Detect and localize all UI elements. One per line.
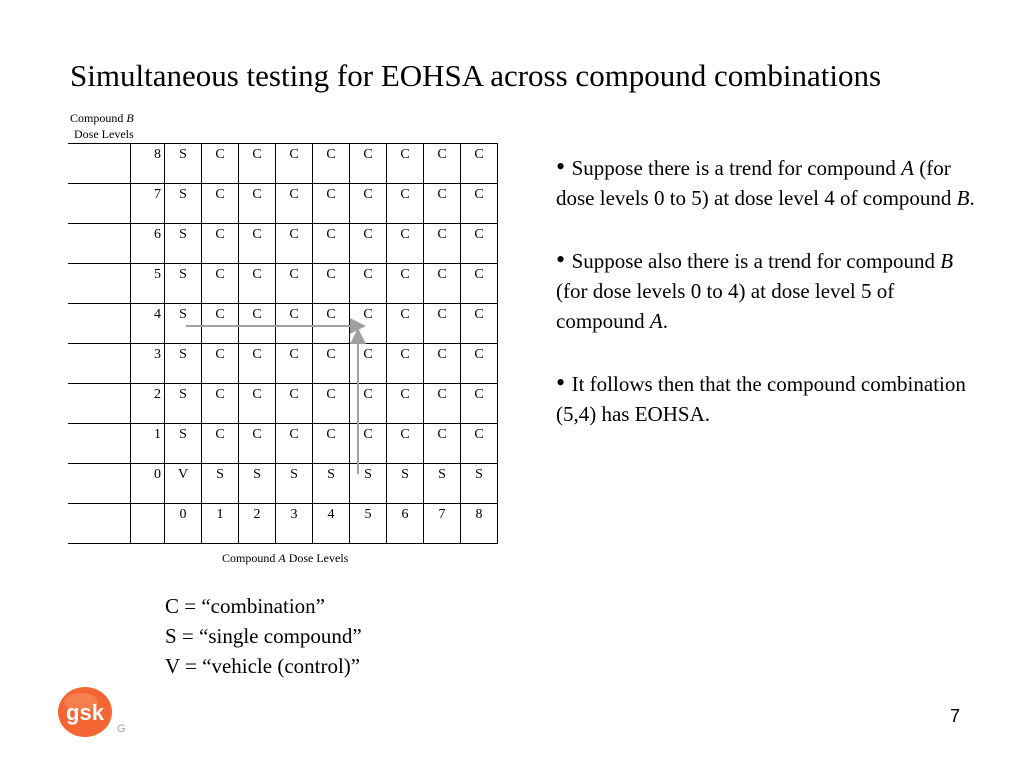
bullet-dot-icon: • xyxy=(556,368,572,397)
grid-cell-text: C xyxy=(363,347,373,362)
dose-a-level-text: 6 xyxy=(401,507,409,522)
grid-row-x-levels xyxy=(68,504,498,544)
grid-cell xyxy=(313,264,350,304)
grid-cell-text: C xyxy=(252,187,262,202)
grid-cell xyxy=(313,144,350,184)
dose-b-level xyxy=(131,464,165,504)
grid-cell xyxy=(387,184,424,224)
grid-blank-cell xyxy=(68,344,131,384)
grid-blank-cell xyxy=(68,384,131,424)
grid-cell xyxy=(239,384,276,424)
grid-cell xyxy=(350,384,387,424)
dose-a-level-text: 3 xyxy=(290,507,298,522)
grid-cell-text: C xyxy=(252,347,262,362)
legend-single-compound: S = “single compound” xyxy=(165,624,362,648)
grid-cell xyxy=(387,264,424,304)
grid-cell-text: C xyxy=(437,147,447,162)
grid-cell xyxy=(313,344,350,384)
grid-blank-cell xyxy=(68,504,131,544)
grid-cell xyxy=(350,184,387,224)
grid-cell xyxy=(350,464,387,504)
grid-cell xyxy=(165,344,202,384)
grid-cell-text: C xyxy=(437,387,447,402)
grid-cell-text: C xyxy=(474,347,484,362)
legend-combination: C = “combination” xyxy=(165,594,325,618)
grid-cell-text: C xyxy=(289,427,299,442)
grid-cell-text: S xyxy=(401,467,409,482)
dose-b-level-text: 4 xyxy=(154,307,161,322)
bullet-text: (for dose levels 0 to 4) at dose level 5 of compound xyxy=(556,279,895,333)
bullet-item xyxy=(556,368,976,429)
grid-cell-text: C xyxy=(215,227,225,242)
grid-cell-text: C xyxy=(400,187,410,202)
grid-cell xyxy=(276,264,313,304)
grid-cell xyxy=(276,344,313,384)
dose-a-level xyxy=(239,504,276,544)
dose-a-level xyxy=(350,504,387,544)
grid-cell-text: C xyxy=(252,307,262,322)
grid-cell xyxy=(461,424,498,464)
grid-cell xyxy=(313,224,350,264)
dose-b-level xyxy=(131,304,165,344)
grid-cell xyxy=(387,344,424,384)
bullet-text: Suppose also there is a trend for compound xyxy=(571,249,941,273)
grid-cell xyxy=(165,424,202,464)
grid-cell-text: C xyxy=(437,307,447,322)
grid-cell-text: S xyxy=(438,467,446,482)
grid-cell xyxy=(202,464,239,504)
grid-cell-text: C xyxy=(215,387,225,402)
bullet-text: It follows then that the compound combination (5,4) has EOHSA. xyxy=(556,372,966,426)
grid-cell xyxy=(350,424,387,464)
grid-cell-text: C xyxy=(326,387,336,402)
grid-blank-cell xyxy=(68,464,131,504)
grid-cell-text: S xyxy=(364,467,372,482)
axis-a-label xyxy=(222,551,348,566)
bullet-item xyxy=(556,152,976,213)
grid-cell xyxy=(313,464,350,504)
grid-cell xyxy=(165,144,202,184)
dose-b-level-text: 1 xyxy=(154,427,161,442)
bullet-list xyxy=(556,152,976,461)
grid-cell xyxy=(165,224,202,264)
dose-a-level xyxy=(424,504,461,544)
gsk-logo-g-mark: G xyxy=(117,723,126,735)
page-number: 7 xyxy=(950,706,961,726)
grid-cell-text: C xyxy=(474,147,484,162)
grid-cell-text: C xyxy=(215,187,225,202)
grid-cell xyxy=(239,424,276,464)
grid-cell xyxy=(461,184,498,224)
grid-cell-text: C xyxy=(474,187,484,202)
dose-a-level-text: 0 xyxy=(179,507,187,522)
grid-cell-text: C xyxy=(326,267,336,282)
grid-cell xyxy=(202,344,239,384)
grid-cell-text: S xyxy=(179,267,187,282)
grid-cell xyxy=(313,384,350,424)
grid-cell xyxy=(202,384,239,424)
grid-cell-text: C xyxy=(474,387,484,402)
grid-cell-text: C xyxy=(289,347,299,362)
dose-a-level xyxy=(165,504,202,544)
grid-cell-text: C xyxy=(400,147,410,162)
grid-cell-text: C xyxy=(289,227,299,242)
dose-b-level-text: 2 xyxy=(154,387,161,402)
dose-a-level-text: 7 xyxy=(438,507,446,522)
grid-cell xyxy=(424,344,461,384)
grid-cell-text: S xyxy=(179,387,187,402)
grid-cell-text: C xyxy=(215,427,225,442)
grid-cell-text: C xyxy=(326,427,336,442)
grid-cell xyxy=(239,464,276,504)
grid-cell-text: C xyxy=(215,147,225,162)
grid-row xyxy=(68,184,498,224)
grid-cell xyxy=(202,224,239,264)
grid-cell xyxy=(424,184,461,224)
grid-cell xyxy=(202,144,239,184)
grid-cell-text: C xyxy=(363,427,373,442)
dose-b-level-text: 8 xyxy=(154,147,161,162)
legend xyxy=(165,591,362,681)
grid-cell-text: C xyxy=(474,427,484,442)
dose-a-level xyxy=(276,504,313,544)
grid-cell xyxy=(461,264,498,304)
legend-vehicle: V = “vehicle (control)” xyxy=(165,654,361,678)
dose-a-level-text: 2 xyxy=(253,507,261,522)
grid-cell-text: C xyxy=(252,267,262,282)
grid-cell-text: C xyxy=(363,307,373,322)
grid-cell xyxy=(424,144,461,184)
grid-cell xyxy=(387,144,424,184)
grid-cell-text: S xyxy=(179,347,187,362)
grid-cell xyxy=(387,224,424,264)
axis-b-label-suffix: Dose Levels xyxy=(74,127,134,141)
grid-cell xyxy=(202,424,239,464)
grid-cell xyxy=(239,344,276,384)
gsk-logo xyxy=(55,684,135,747)
grid-row xyxy=(68,144,498,184)
grid-cell-text: S xyxy=(327,467,335,482)
grid-row xyxy=(68,304,498,344)
grid-row xyxy=(68,224,498,264)
dose-a-level-text: 5 xyxy=(364,507,372,522)
bullet-text: (for dose levels 0 to 5) at dose level 4 of compound xyxy=(556,156,957,210)
grid-row xyxy=(68,344,498,384)
dose-a-level-text: 1 xyxy=(216,507,224,522)
grid-cell xyxy=(239,304,276,344)
grid-cell xyxy=(424,224,461,264)
grid-cell-text: C xyxy=(400,267,410,282)
grid-cell-text: C xyxy=(474,227,484,242)
bullet-item xyxy=(556,245,976,336)
dose-a-level xyxy=(461,504,498,544)
grid-cell-text: C xyxy=(363,227,373,242)
grid-cell-text: C xyxy=(474,267,484,282)
grid-cell-text: S xyxy=(179,307,187,322)
bullet-italic-text: B xyxy=(940,249,954,273)
grid-cell xyxy=(202,264,239,304)
grid-cell-text: S xyxy=(253,467,261,482)
grid-blank-cell xyxy=(68,144,131,184)
grid-row xyxy=(68,424,498,464)
bullet-text: Suppose there is a trend for compound xyxy=(571,156,902,180)
grid-cell-text: C xyxy=(252,427,262,442)
grid-cell xyxy=(202,184,239,224)
grid-cell-text: C xyxy=(326,227,336,242)
grid-row xyxy=(68,264,498,304)
grid-cell-text: C xyxy=(215,267,225,282)
grid-cell-text: C xyxy=(400,347,410,362)
grid-cell xyxy=(350,224,387,264)
dose-a-level xyxy=(313,504,350,544)
axis-b-label xyxy=(70,110,160,142)
dose-a-level-text: 4 xyxy=(327,507,335,522)
grid-cell-text: S xyxy=(475,467,483,482)
grid-cell xyxy=(313,184,350,224)
grid-cell-text: C xyxy=(326,307,336,322)
grid-cell xyxy=(387,384,424,424)
grid-cell-text: C xyxy=(363,387,373,402)
dose-a-level xyxy=(387,504,424,544)
axis-a-label-suffix: Dose Levels xyxy=(285,551,349,565)
axis-b-label-prefix: Compound xyxy=(70,111,127,125)
dose-b-level-text: 7 xyxy=(154,187,161,202)
grid-cell-text: C xyxy=(474,307,484,322)
grid-cell-text: C xyxy=(400,427,410,442)
grid-cell-text: C xyxy=(289,147,299,162)
grid-cell xyxy=(165,384,202,424)
grid-cell-text: C xyxy=(326,147,336,162)
grid-cell xyxy=(276,464,313,504)
grid-cell xyxy=(313,304,350,344)
bullet-dot-icon: • xyxy=(556,245,572,274)
grid-cell xyxy=(461,464,498,504)
grid-cell xyxy=(239,184,276,224)
axis-a-label-prefix: Compound xyxy=(222,551,279,565)
grid-cell-text: C xyxy=(215,307,225,322)
bullet-italic-text: A xyxy=(649,309,663,333)
dose-b-level xyxy=(131,184,165,224)
grid-cell xyxy=(276,184,313,224)
grid-cell-text: C xyxy=(289,267,299,282)
grid-cell xyxy=(461,224,498,264)
grid-cell xyxy=(387,464,424,504)
gsk-logo-text: gsk xyxy=(66,700,104,725)
grid-cell xyxy=(424,384,461,424)
grid-cell xyxy=(461,144,498,184)
grid-cell xyxy=(350,264,387,304)
grid-blank-cell xyxy=(68,184,131,224)
grid-cell xyxy=(239,144,276,184)
grid-row xyxy=(68,464,498,504)
bullet-text: . xyxy=(969,186,975,210)
grid-cell-text: C xyxy=(326,187,336,202)
grid-cell-text: C xyxy=(252,387,262,402)
grid-blank-cell xyxy=(68,264,131,304)
grid-cell-text: C xyxy=(326,347,336,362)
dose-b-level xyxy=(131,384,165,424)
dose-b-level-text: 3 xyxy=(154,347,161,362)
grid-cell-text: C xyxy=(363,187,373,202)
dose-grid-table xyxy=(68,143,498,544)
grid-cell xyxy=(350,344,387,384)
grid-cell-text: V xyxy=(177,467,189,482)
grid-cell xyxy=(165,264,202,304)
grid-cell xyxy=(165,304,202,344)
grid-blank-cell xyxy=(68,424,131,464)
grid-cell-text: C xyxy=(215,347,225,362)
grid-cell-text: C xyxy=(363,147,373,162)
grid-cell xyxy=(461,344,498,384)
grid-cell-text: C xyxy=(289,187,299,202)
grid-cell-text: C xyxy=(252,227,262,242)
grid-cell-text: S xyxy=(179,147,187,162)
grid-cell xyxy=(276,144,313,184)
grid-cell xyxy=(313,424,350,464)
grid-cell xyxy=(461,384,498,424)
grid-blank-cell xyxy=(68,224,131,264)
dose-b-level-text: 6 xyxy=(154,227,161,242)
dose-a-level-text: 8 xyxy=(475,507,483,522)
dose-b-level-text: 5 xyxy=(154,267,161,282)
grid-cell-text: S xyxy=(216,467,224,482)
grid-cell-text: C xyxy=(400,307,410,322)
grid-cell xyxy=(424,464,461,504)
grid-cell xyxy=(276,304,313,344)
bullet-text: . xyxy=(662,309,668,333)
grid-cell xyxy=(424,264,461,304)
grid-cell-text: C xyxy=(252,147,262,162)
grid-cell-text: C xyxy=(437,347,447,362)
grid-cell xyxy=(165,464,202,504)
slide-title: Simultaneous testing for EOHSA across compound combinations xyxy=(70,58,882,93)
grid-cell-text: S xyxy=(179,227,187,242)
grid-cell-text: C xyxy=(437,227,447,242)
grid-cell xyxy=(461,304,498,344)
axis-b-label-italic: B xyxy=(126,111,134,125)
grid-cell-text: S xyxy=(179,187,187,202)
axis-a-label-italic: A xyxy=(278,551,286,565)
grid-cell xyxy=(424,304,461,344)
grid-cell xyxy=(165,184,202,224)
dose-b-level xyxy=(131,144,165,184)
grid-cell xyxy=(202,304,239,344)
grid-cell xyxy=(239,264,276,304)
grid-cell xyxy=(239,224,276,264)
grid-cell xyxy=(387,424,424,464)
grid-cell-text: C xyxy=(289,307,299,322)
grid-cell-text: C xyxy=(400,387,410,402)
grid-cell-text: C xyxy=(363,267,373,282)
grid-cell xyxy=(276,424,313,464)
grid-cell-text: C xyxy=(289,387,299,402)
dose-b-level-text: 0 xyxy=(154,467,161,482)
grid-blank-cell xyxy=(131,504,165,544)
bullet-italic-text: A xyxy=(901,156,914,180)
dose-b-level xyxy=(131,264,165,304)
dose-a-level xyxy=(202,504,239,544)
grid-cell-text: C xyxy=(437,187,447,202)
bullet-dot-icon: • xyxy=(556,152,572,181)
grid-cell xyxy=(387,304,424,344)
gsk-logo-icon xyxy=(55,684,135,742)
grid-cell xyxy=(276,384,313,424)
grid-cell xyxy=(424,424,461,464)
dose-b-level xyxy=(131,224,165,264)
dose-b-level xyxy=(131,424,165,464)
bullet-italic-text: B xyxy=(956,186,970,210)
grid-cell-text: C xyxy=(437,267,447,282)
grid-cell xyxy=(276,224,313,264)
grid-cell-text: C xyxy=(437,427,447,442)
grid-cell xyxy=(350,144,387,184)
grid-cell-text: S xyxy=(179,427,187,442)
grid-cell-text: C xyxy=(400,227,410,242)
grid-cell-text: S xyxy=(290,467,298,482)
grid-cell xyxy=(350,304,387,344)
grid-row xyxy=(68,384,498,424)
grid-blank-cell xyxy=(68,304,131,344)
dose-b-level xyxy=(131,344,165,384)
